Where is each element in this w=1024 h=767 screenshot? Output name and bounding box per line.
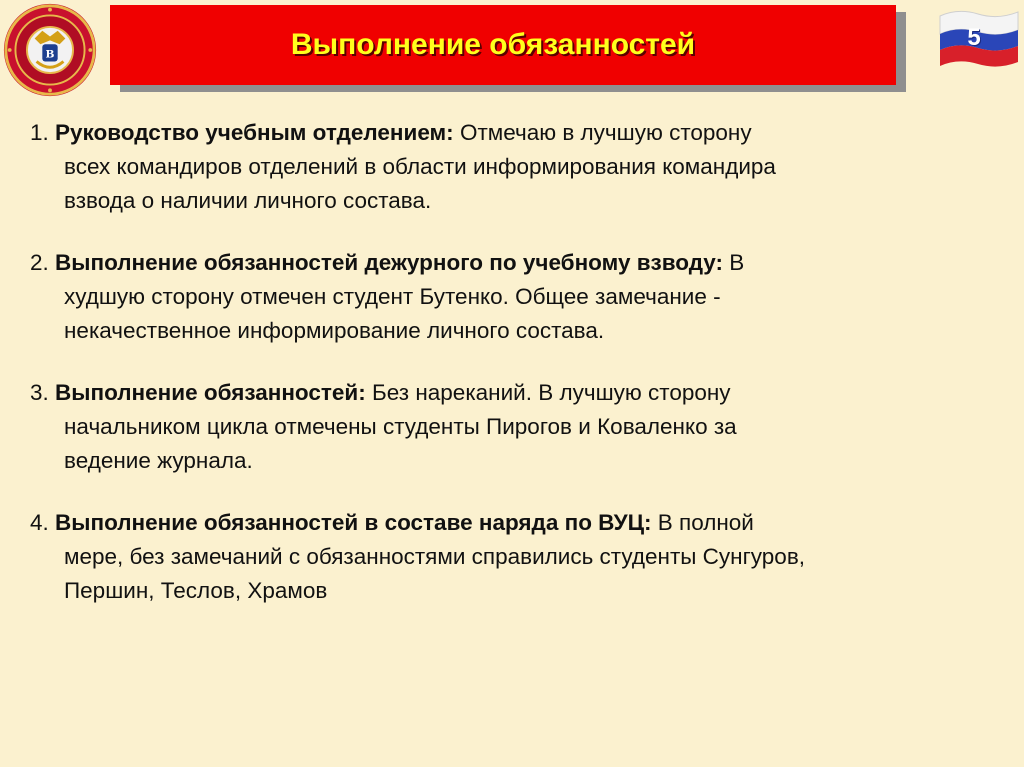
list-item	[30, 376, 1015, 478]
item-text: Першин, Теслов, Храмов	[64, 578, 328, 603]
item-text: Отмечаю в лучшую сторону	[459, 120, 752, 145]
item-first-line	[30, 376, 1015, 410]
item-text: всех командиров отделений в области информирования командира	[64, 154, 776, 179]
item-text: взвода о наличии личного состава.	[64, 188, 432, 213]
item-heading: Выполнение обязанностей в составе наряда по ВУЦ:	[55, 510, 652, 535]
item-first-line	[30, 116, 1015, 150]
item-number: 4.	[30, 510, 49, 535]
item-number: 1.	[30, 120, 49, 145]
item-text: Без нареканий. В лучшую сторону	[372, 380, 731, 405]
item-text: некачественное информирование личного состава.	[64, 318, 605, 343]
list-item	[30, 116, 1015, 218]
item-number: 2.	[30, 250, 49, 275]
emblem-seal-icon	[2, 2, 98, 98]
item-text: мере, без замечаний с обязанностями справились студенты Сунгуров,	[64, 544, 806, 569]
item-text: худшую сторону отмечен студент Бутенко. Общее замечание -	[64, 284, 721, 309]
item-text: В полной	[657, 510, 754, 535]
item-first-line	[30, 246, 1015, 280]
list-item	[30, 246, 1015, 348]
slide-number: 5	[967, 24, 981, 51]
item-text: начальником цикла отмечены студенты Пирогов и Коваленко за	[64, 414, 737, 439]
item-heading: Руководство учебным отделением:	[55, 120, 454, 145]
item-text: ведение журнала.	[64, 448, 253, 473]
svg-text:В: В	[45, 48, 55, 61]
page-title: Выполнение обязанностей	[290, 28, 696, 61]
item-heading: Выполнение обязанностей:	[55, 380, 366, 405]
list-item	[30, 506, 1015, 608]
content-list	[30, 116, 1015, 636]
item-text: В	[729, 250, 745, 275]
title-banner	[110, 5, 896, 85]
item-number: 3.	[30, 380, 49, 405]
item-first-line	[30, 506, 1015, 540]
item-heading: Выполнение обязанностей дежурного по учебному взводу:	[55, 250, 723, 275]
